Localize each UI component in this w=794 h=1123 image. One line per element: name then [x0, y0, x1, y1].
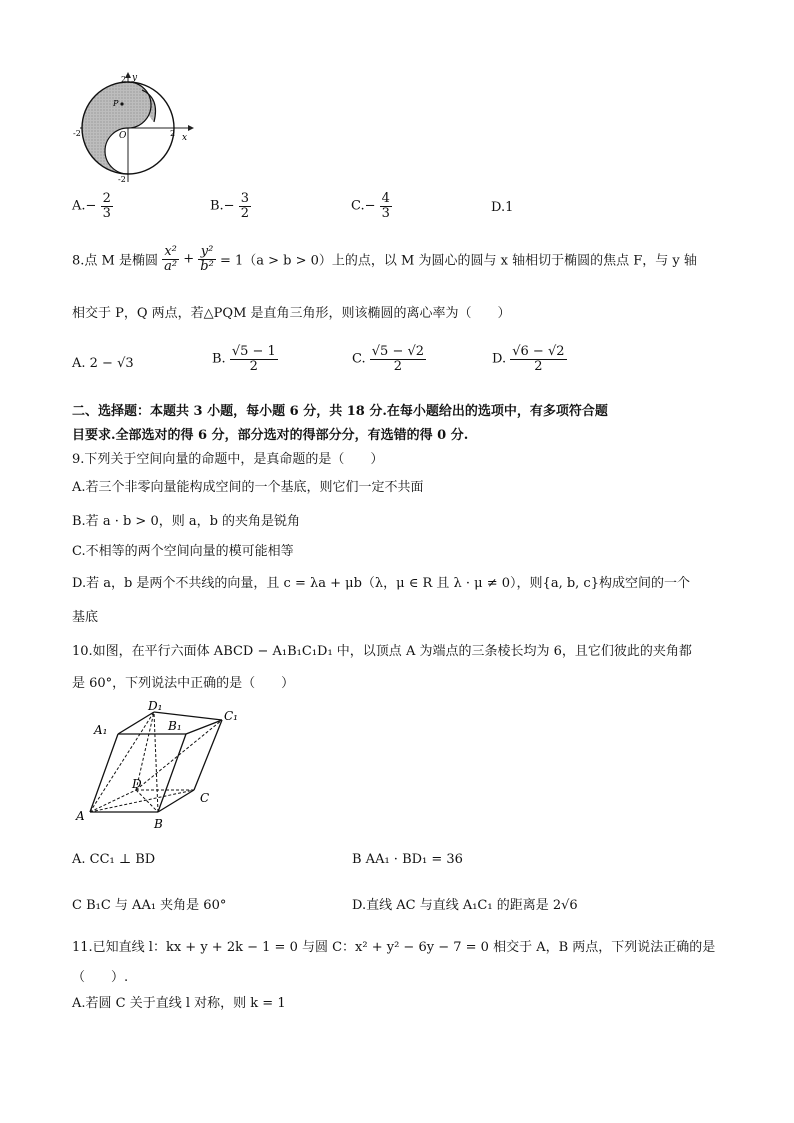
- q7-option-c[interactable]: C.− $\frac{4}{3}$: [351, 191, 390, 221]
- q8-frac-y: $\frac{\text{y²}}{\text{b²}}$: [200, 244, 214, 274]
- q9-option-a[interactable]: A.若三个非零向量能构成空间的一个基底，则它们一定不共面: [72, 480, 424, 495]
- q11-option-a[interactable]: A.若圆 C 关于直线 l 对称，则 k = 1: [72, 996, 286, 1011]
- section2-header-line2: 目要求.全部选对的得 6 分，部分选对的得部分分，有选错的得 0 分.: [72, 428, 469, 443]
- q10-stem-line1: 10.如图，在平行六面体 ABCD − A₁B₁C₁D₁ 中，以顶点 A 为端点的三条棱长均为 6，且它们彼此的夹角都: [72, 644, 692, 659]
- q7-option-d[interactable]: D.1: [491, 200, 514, 215]
- q11-stem-line1: 11.已知直线 l：kx + y + 2k − 1 = 0 与圆 C：x² + y² − 6y − 7 = 0 相交于 A，B 两点，下列说法正确的是: [72, 940, 716, 955]
- fig10-label-a1: A₁: [94, 723, 108, 737]
- q7-option-a[interactable]: A.− $\frac{2}{3}$: [72, 191, 111, 221]
- fig7-tick-left: -2: [73, 129, 81, 138]
- fig10-label-a: A: [76, 809, 85, 823]
- fig7-point-p: P: [113, 99, 119, 108]
- q9-option-d[interactable]: D.若 a，b 是两个不共线的向量，且 c = λa + μb（λ，μ ∈ R 且 λ · μ ≠ 0），则{a, b, c}构成空间的一个: [72, 576, 690, 591]
- fig10-label-d1: D₁: [148, 699, 163, 713]
- q8-frac-x: $\frac{\text{x²}}{\text{a²}}$: [164, 244, 178, 274]
- fig10-label-c1: C₁: [224, 709, 238, 723]
- q10-option-c[interactable]: C B₁C 与 AA₁ 夹角是 60°: [72, 898, 227, 913]
- fig7-origin: O: [119, 131, 127, 141]
- q8-stem-line2: 相交于 P，Q 两点，若△PQM 是直角三角形，则该椭圆的离心率为（ ）: [72, 306, 511, 321]
- fig10-label-b: B: [154, 817, 163, 831]
- fig7-y-label: y: [132, 73, 138, 83]
- fig7-tick-bottom: -2: [118, 175, 126, 184]
- fig7-x-label: x: [182, 133, 188, 143]
- q7-figure: [70, 70, 200, 188]
- q8-option-a[interactable]: A. 2 − √3: [72, 356, 134, 371]
- q8-option-c[interactable]: C. $\frac{√5 - √2}{2}$: [352, 344, 425, 374]
- q8-option-d[interactable]: D. $\frac{√6 - √2}{2}$: [492, 344, 565, 374]
- q10-option-b[interactable]: B AA₁ · BD₁ = 36: [352, 852, 463, 867]
- section2-header-line1: 二、选择题：本题共 3 小题，每小题 6 分，共 18 分.在每小题给出的选项中，有多项符合题: [72, 404, 608, 419]
- fig10-label-c: C: [200, 791, 210, 805]
- q10-option-d[interactable]: D.直线 AC 与直线 A₁C₁ 的距离是 2√6: [352, 898, 578, 913]
- fig7-tick-right: 2: [170, 129, 176, 138]
- q10-option-a[interactable]: A. CC₁ ⊥ BD: [72, 852, 156, 867]
- q9-stem: 9.下列关于空间向量的命题中，是真命题的是（ ）: [72, 452, 384, 467]
- q8-option-b[interactable]: B. $\frac{√5 - 1}{2}$: [212, 344, 276, 374]
- q10-parallelepiped-figure: [74, 698, 254, 836]
- q9-option-c[interactable]: C.不相等的两个空间向量的模可能相等: [72, 544, 294, 559]
- q9-option-d-cont: 基底: [72, 610, 99, 625]
- q8-stem-line1: 8.点 M 是椭圆 $\frac{\text{x²}}{\text{a²}}$ + $\frac{\text{y²}}{\text{b²}}$ = 1（a > b > 0）上的点，以 M 为圆心的圆与 x 轴相切于椭圆的焦点 F，与 y 轴: [72, 244, 697, 274]
- fig10-label-d: D: [132, 777, 142, 791]
- q11-stem-line2: （ ）.: [72, 970, 129, 985]
- fig10-label-b1: B₁: [168, 719, 182, 733]
- q7-option-b[interactable]: B.− $\frac{3}{2}$: [210, 191, 249, 221]
- fig7-tick-top: 2: [121, 75, 127, 84]
- q10-stem-line2: 是 60°，下列说法中正确的是（ ）: [72, 676, 295, 691]
- q9-option-b[interactable]: B.若 a · b > 0，则 a，b 的夹角是锐角: [72, 514, 301, 529]
